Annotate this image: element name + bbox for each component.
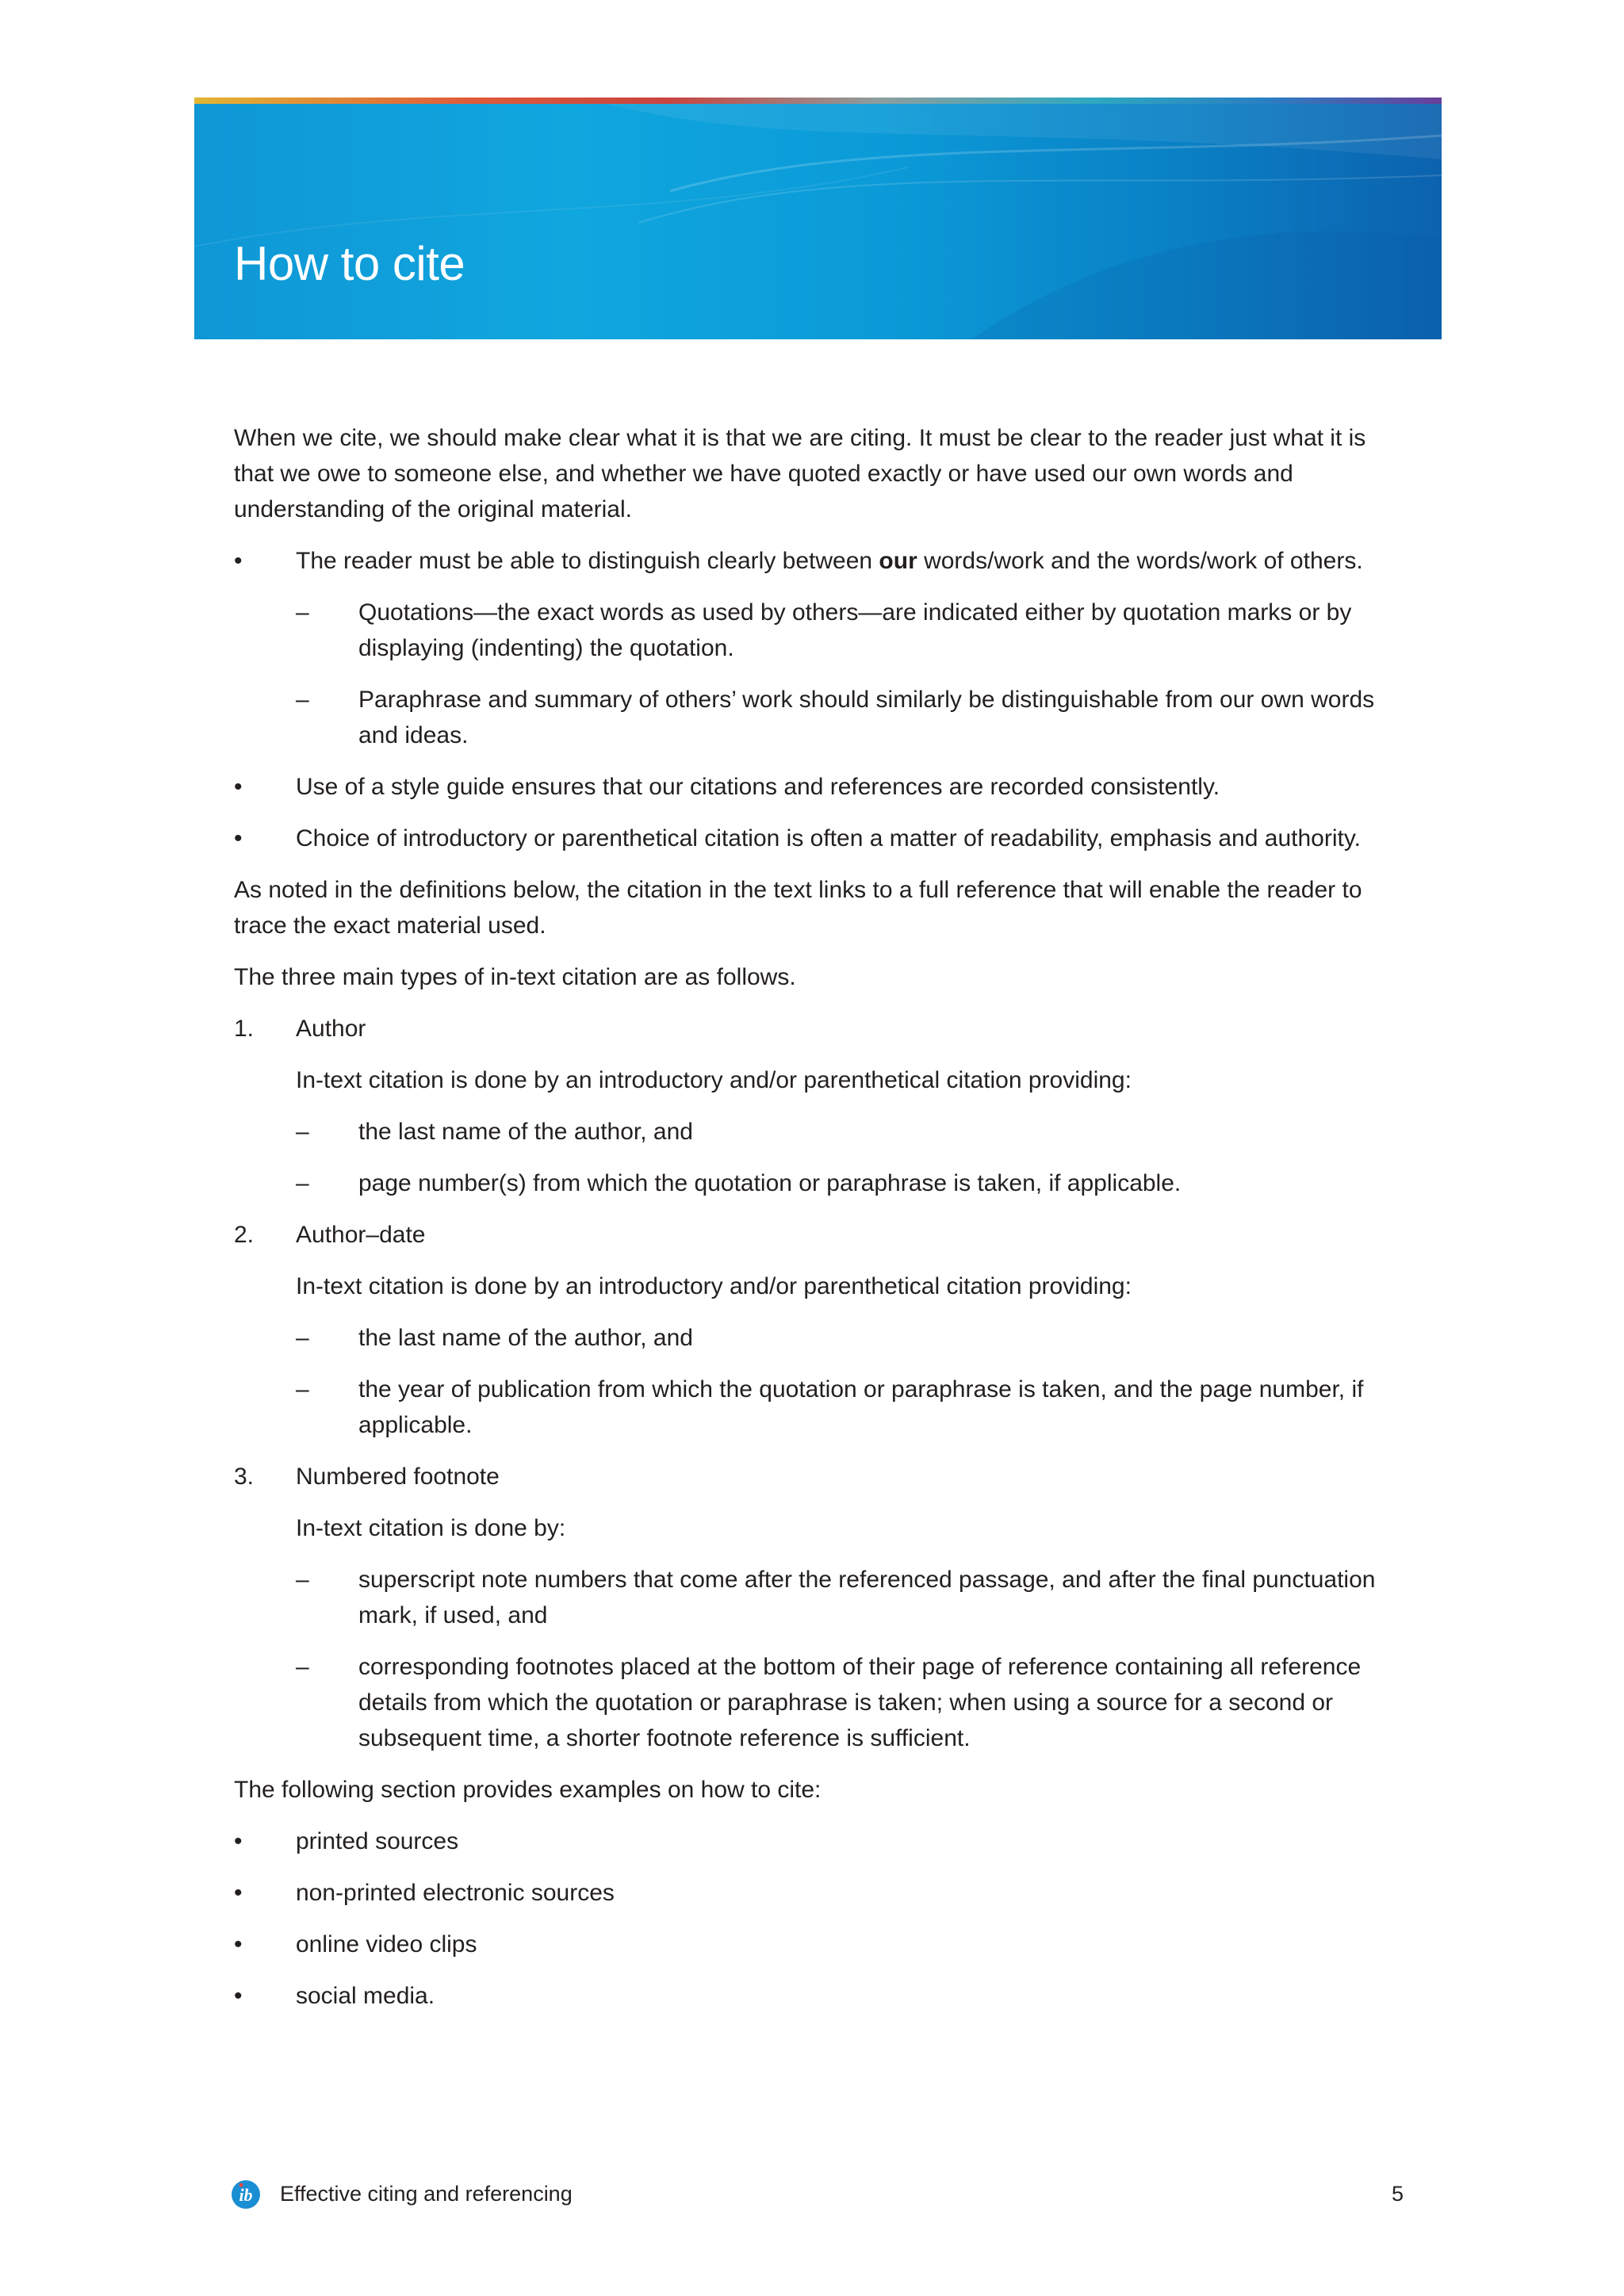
source-list-item: • online video clips: [234, 1927, 1404, 1962]
bullet-marker: •: [234, 774, 243, 800]
dash-marker: –: [296, 687, 309, 713]
page-number: 5: [1391, 2182, 1404, 2206]
type-description: In-text citation is done by an introductory and/or parenthetical citation providing:: [296, 1067, 1132, 1093]
dash-item: – Quotations—the exact words as used by others—are indicated either by quotation marks or by displaying (indenting) the quotation.: [234, 595, 1404, 666]
type-description: In-text citation is done by:: [296, 1515, 566, 1541]
dash-item: – Paraphrase and summary of others’ work should similarly be distinguishable from our own words and ideas.: [234, 682, 1404, 753]
bullet-item: • Choice of introductory or parenthetical citation is often a matter of readability, emphasis and authority.: [234, 821, 1404, 856]
dash-marker: –: [296, 1376, 309, 1402]
dash-item: – superscript note numbers that come after the referenced passage, and after the final punctuation mark, if used, and: [234, 1562, 1404, 1633]
numbered-item: [234, 1459, 1404, 1494]
dash-marker: –: [296, 1567, 309, 1593]
intro-paragraph: When we cite, we should make clear what it is that we are citing. It must be clear to the reader just what it is that we owe to someone else, and whether we have quoted exactly or have used our own words and understanding of the original material.: [234, 425, 1366, 522]
dash-item: – the last name of the author, and: [234, 1114, 1404, 1150]
number-marker: 2.: [234, 1222, 255, 1248]
emphasis-text: our: [879, 548, 917, 574]
bullet-marker: •: [234, 1880, 243, 1906]
dash-item: – the last name of the author, and: [234, 1320, 1404, 1356]
type-title: Author–date: [296, 1222, 426, 1248]
source-list-item: • printed sources: [234, 1823, 1404, 1859]
bullet-marker: •: [234, 548, 243, 574]
dash-marker: –: [296, 1119, 309, 1145]
type-title: Author: [296, 1016, 366, 1042]
dash-item: – page number(s) from which the quotation or paraphrase is taken, if applicable.: [234, 1165, 1404, 1201]
source-list-item: • non-printed electronic sources: [234, 1875, 1404, 1911]
page-title: How to cite: [234, 237, 465, 290]
numbered-item: [234, 1217, 1404, 1253]
number-marker: 3.: [234, 1464, 255, 1490]
dash-item: – the year of publication from which the quotation or paraphrase is taken, and the page number, if applicable.: [234, 1372, 1404, 1443]
noted-paragraph: As noted in the definitions below, the citation in the text links to a full reference that will enable the reader to trace the exact material used.: [234, 877, 1362, 939]
type-title: Numbered footnote: [296, 1464, 500, 1490]
svg-text:ib: ib: [239, 2185, 253, 2205]
main-content: [234, 420, 1404, 2030]
bullet-marker: •: [234, 1983, 243, 2009]
ib-logo-icon: [230, 2179, 262, 2210]
source-list-item: • social media.: [234, 1978, 1404, 2014]
footer-title: Effective citing and referencing: [280, 2182, 573, 2206]
bullet-item: • The reader must be able to distinguish clearly between our words/work and the words/work of others.: [234, 543, 1404, 579]
numbered-item: [234, 1011, 1404, 1047]
types-intro: The three main types of in-text citation are as follows.: [234, 964, 796, 990]
bullet-marker: •: [234, 1828, 243, 1854]
dash-item: – corresponding footnotes placed at the bottom of their page of reference containing all reference details from which the quotation or paraphrase is taken; when using a source for a second or subsequent time, a shorter footnote reference is sufficient.: [234, 1649, 1404, 1756]
page-footer: [230, 2179, 1404, 2210]
bullet-marker: •: [234, 825, 243, 851]
number-marker: 1.: [234, 1016, 255, 1042]
color-stripe: [194, 98, 1442, 104]
dash-marker: –: [296, 599, 309, 626]
dash-marker: –: [296, 1170, 309, 1196]
bullet-marker: •: [234, 1931, 243, 1957]
header-banner: [194, 98, 1442, 339]
bullet-item: • Use of a style guide ensures that our citations and references are recorded consistently.: [234, 769, 1404, 805]
dash-marker: –: [296, 1325, 309, 1351]
following-paragraph: The following section provides examples on how to cite:: [234, 1777, 822, 1803]
type-description: In-text citation is done by an introductory and/or parenthetical citation providing:: [296, 1273, 1132, 1299]
dash-marker: –: [296, 1654, 309, 1680]
wave-decoration: [194, 104, 1442, 339]
